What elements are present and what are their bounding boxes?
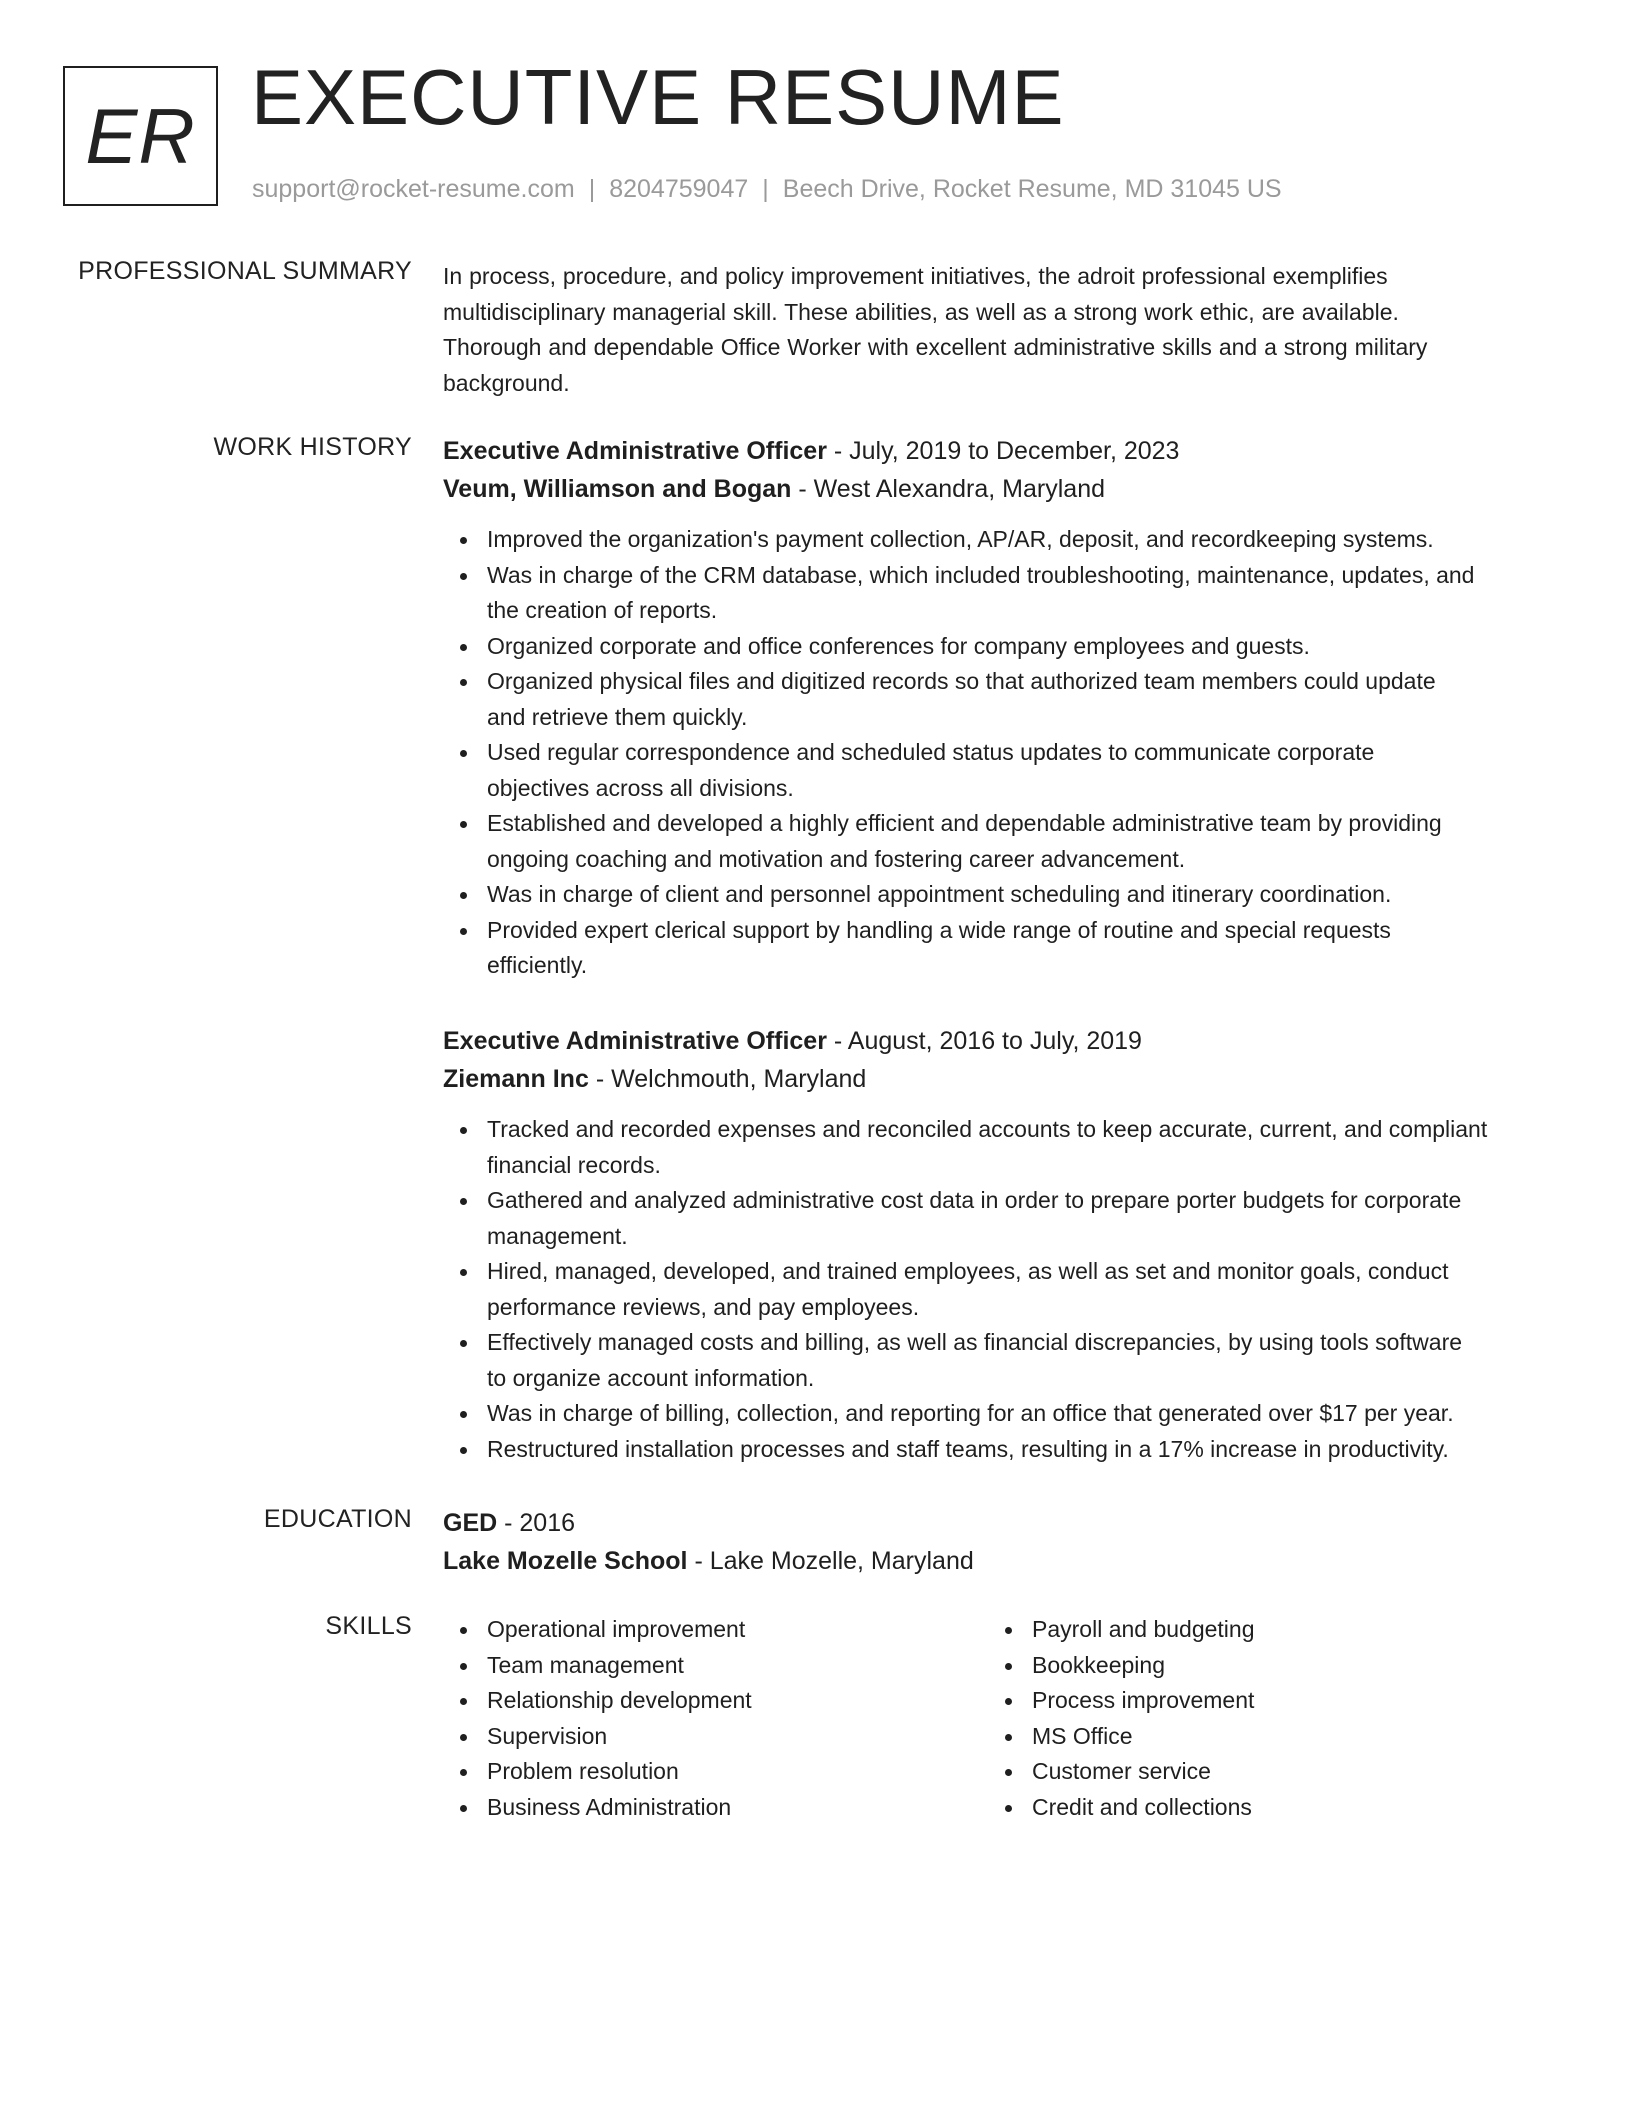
skill-item: Customer service bbox=[988, 1754, 1528, 1790]
job-title-line bbox=[443, 432, 1553, 470]
bullet-dot bbox=[1005, 1663, 1012, 1670]
skill-item: Payroll and budgeting bbox=[988, 1612, 1528, 1648]
education-year: - 2016 bbox=[497, 1509, 576, 1537]
bullet-dot bbox=[1005, 1769, 1012, 1776]
bullet-dot bbox=[1005, 1698, 1012, 1705]
job-bullet: Was in charge of client and personnel appointment scheduling and itinerary coordination. bbox=[443, 877, 1553, 913]
summary-line: background. bbox=[443, 369, 570, 396]
bullet-dot bbox=[460, 821, 467, 828]
contact-email[interactable]: support@rocket-resume.com bbox=[252, 175, 575, 203]
monogram-text: ER bbox=[85, 91, 196, 180]
job-company: Ziemann Inc bbox=[443, 1065, 589, 1093]
job-bullets bbox=[443, 1112, 1553, 1467]
skill-item: Process improvement bbox=[988, 1683, 1528, 1719]
job-bullet: Effectively managed costs and billing, as well as financial discrepancies, by using tools software to organize account information. bbox=[443, 1325, 1553, 1396]
job-bullet: Improved the organization's payment collection, AP/AR, deposit, and recordkeeping systems. bbox=[443, 522, 1553, 558]
job-entry bbox=[443, 432, 1553, 984]
skill-item: Team management bbox=[443, 1648, 983, 1684]
job-bullet: Hired, managed, developed, and trained employees, as well as set and monitor goals, conduct performance reviews, and pay employees. bbox=[443, 1254, 1553, 1325]
job-location: - Welchmouth, Maryland bbox=[588, 1065, 867, 1093]
contact-address: Beech Drive, Rocket Resume, MD 31045 US bbox=[782, 175, 1282, 203]
bullet-dot bbox=[460, 1698, 467, 1705]
skills-list-left bbox=[443, 1612, 983, 1825]
job-bullet: Established and developed a highly efficient and dependable administrative team by providing ongoing coaching and motivation and fostering career advancement. bbox=[443, 806, 1553, 877]
bullet-dot bbox=[460, 537, 467, 544]
job-location: - West Alexandra, Maryland bbox=[791, 475, 1105, 503]
contact-line bbox=[252, 175, 1282, 204]
education-school-line bbox=[443, 1542, 1553, 1580]
education-location: - Lake Mozelle, Maryland bbox=[687, 1547, 974, 1575]
skill-item: Bookkeeping bbox=[988, 1648, 1528, 1684]
skill-item: Problem resolution bbox=[443, 1754, 983, 1790]
summary-line: multidisciplinary managerial skill. These abilities, as well as a strong work ethic, are available. bbox=[443, 298, 1399, 325]
bullet-dot bbox=[460, 1805, 467, 1812]
work-history-heading: WORK HISTORY bbox=[213, 433, 412, 461]
job-bullet: Used regular correspondence and scheduled status updates to communicate corporate objectives across all divisions. bbox=[443, 735, 1553, 806]
bullet-dot bbox=[460, 679, 467, 686]
bullet-dot bbox=[460, 1769, 467, 1776]
monogram-logo bbox=[63, 66, 218, 206]
bullet-dot bbox=[1005, 1627, 1012, 1634]
bullet-dot bbox=[460, 892, 467, 899]
job-company-line bbox=[443, 470, 1553, 508]
skill-item: Credit and collections bbox=[988, 1790, 1528, 1826]
skill-item: Business Administration bbox=[443, 1790, 983, 1826]
bullet-dot bbox=[460, 1340, 467, 1347]
job-bullet: Organized physical files and digitized records so that authorized team members could update and retrieve them quickly. bbox=[443, 664, 1553, 735]
bullet-dot bbox=[460, 1627, 467, 1634]
job-bullet: Was in charge of billing, collection, and reporting for an office that generated over $17 per year. bbox=[443, 1396, 1553, 1432]
job-bullet: Was in charge of the CRM database, which included troubleshooting, maintenance, updates, and the creation of reports. bbox=[443, 558, 1553, 629]
skill-item: MS Office bbox=[988, 1719, 1528, 1755]
job-bullet: Organized corporate and office conferences for company employees and guests. bbox=[443, 629, 1553, 665]
skills-list-right bbox=[988, 1612, 1528, 1825]
bullet-dot bbox=[460, 1411, 467, 1418]
skill-item: Relationship development bbox=[443, 1683, 983, 1719]
job-company-line bbox=[443, 1060, 1553, 1098]
job-bullet: Restructured installation processes and staff teams, resulting in a 17% increase in productivity. bbox=[443, 1432, 1553, 1468]
education-degree-line bbox=[443, 1504, 1553, 1542]
job-bullet: Gathered and analyzed administrative cost data in order to prepare porter budgets for corporate management. bbox=[443, 1183, 1553, 1254]
bullet-dot bbox=[460, 1127, 467, 1134]
education-school: Lake Mozelle School bbox=[443, 1547, 688, 1575]
job-entry bbox=[443, 1022, 1553, 1467]
job-bullets bbox=[443, 522, 1553, 984]
bullet-dot bbox=[460, 644, 467, 651]
bullet-dot bbox=[460, 928, 467, 935]
bullet-dot bbox=[1005, 1805, 1012, 1812]
job-bullet: Provided expert clerical support by handling a wide range of routine and special requests efficiently. bbox=[443, 913, 1553, 984]
job-company: Veum, Williamson and Bogan bbox=[443, 475, 792, 503]
education-heading: EDUCATION bbox=[263, 1505, 412, 1533]
summary-line: Thorough and dependable Office Worker with excellent administrative skills and a strong military bbox=[443, 334, 1428, 360]
bullet-dot bbox=[460, 750, 467, 757]
education-body bbox=[443, 1504, 1553, 1580]
bullet-dot bbox=[460, 573, 467, 580]
summary-line: In process, procedure, and policy improvement initiatives, the adroit professional exemplifies bbox=[443, 263, 1388, 289]
job-dates: - August, 2016 to July, 2019 bbox=[826, 1027, 1142, 1055]
job-title-line bbox=[443, 1022, 1553, 1060]
job-bullet: Tracked and recorded expenses and reconciled accounts to keep accurate, current, and compliant financial records. bbox=[443, 1112, 1553, 1183]
bullet-dot bbox=[460, 1734, 467, 1741]
job-title: Executive Administrative Officer bbox=[443, 437, 827, 465]
bullet-dot bbox=[460, 1198, 467, 1205]
summary-body bbox=[443, 259, 1553, 401]
skill-item: Supervision bbox=[443, 1719, 983, 1755]
skill-item: Operational improvement bbox=[443, 1612, 983, 1648]
contact-separator: | bbox=[762, 175, 769, 203]
bullet-dot bbox=[460, 1663, 467, 1670]
summary-heading: PROFESSIONAL SUMMARY bbox=[78, 257, 412, 285]
resume-title: EXECUTIVE RESUME bbox=[251, 53, 1065, 141]
bullet-dot bbox=[1005, 1734, 1012, 1741]
contact-phone[interactable]: 8204759047 bbox=[609, 175, 749, 203]
education-degree: GED bbox=[443, 1509, 498, 1537]
bullet-dot bbox=[460, 1447, 467, 1454]
skills-heading: SKILLS bbox=[325, 1612, 412, 1640]
job-dates: - July, 2019 to December, 2023 bbox=[826, 437, 1180, 465]
contact-separator: | bbox=[588, 175, 596, 203]
bullet-dot bbox=[460, 1269, 467, 1276]
job-title: Executive Administrative Officer bbox=[443, 1027, 827, 1055]
